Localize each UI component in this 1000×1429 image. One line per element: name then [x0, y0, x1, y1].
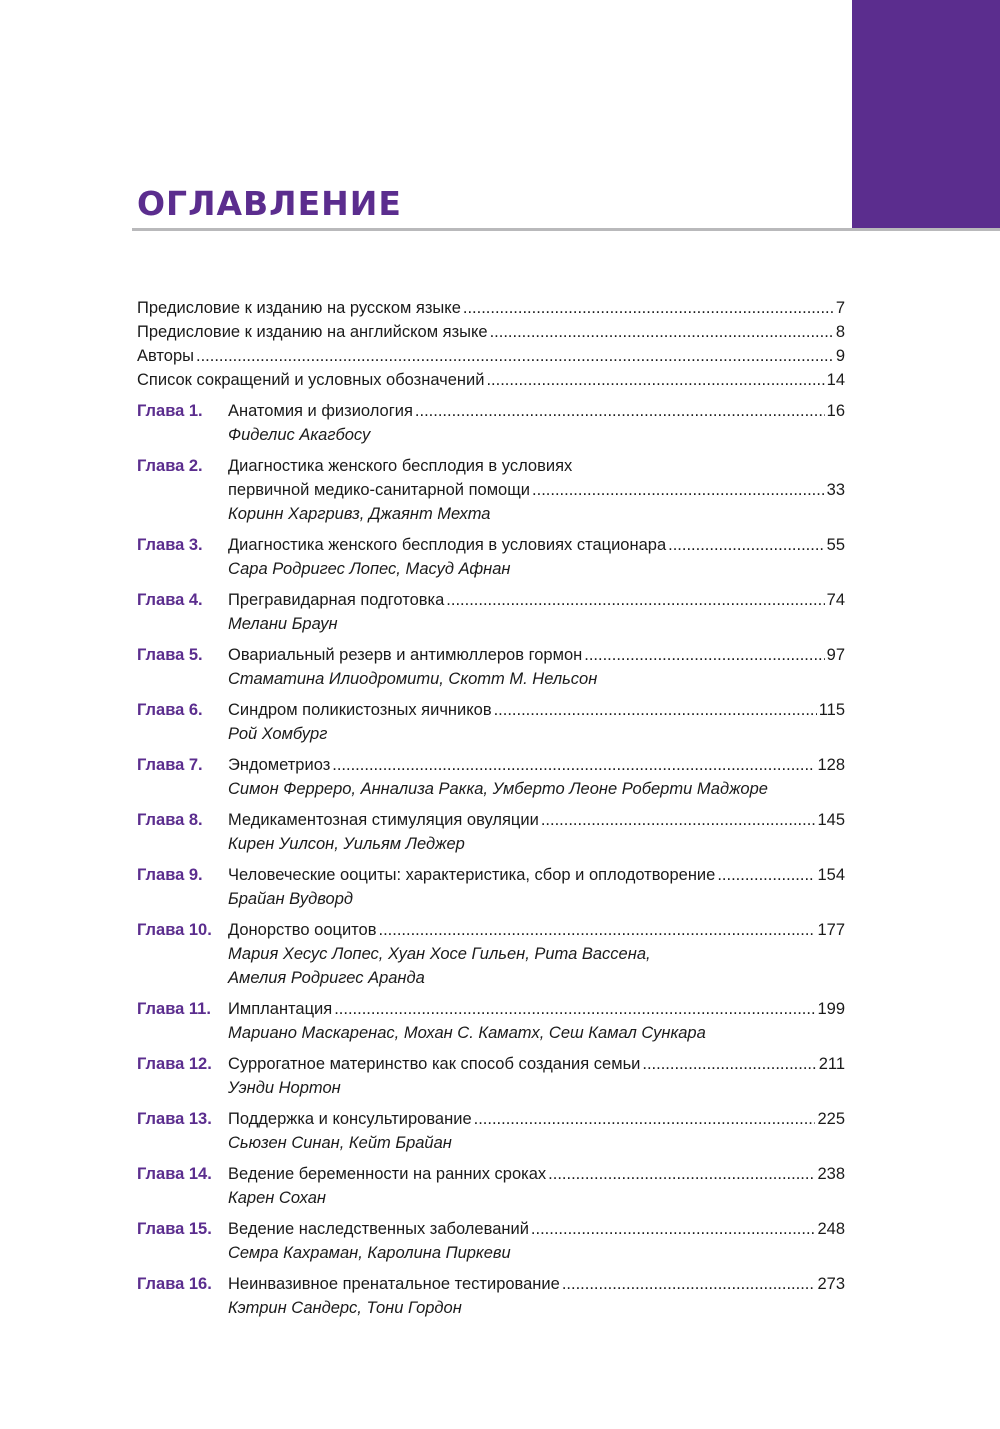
dot-leader	[196, 344, 834, 368]
chapter-authors: Сара Родригес Лопес, Масуд Афнан	[228, 560, 511, 578]
chapter-label: Глава 4.	[137, 591, 203, 609]
entry-title: Овариальный резерв и антимюллеров гормон	[228, 646, 583, 664]
chapter-title-line	[228, 1107, 845, 1131]
chapter-body	[228, 643, 845, 691]
chapter-authors: Мариано Маскаренас, Мохан С. Каматх, Сеш Камал Сункара	[228, 1024, 706, 1042]
chapter-title-line	[228, 399, 845, 423]
chapter-body	[228, 399, 845, 447]
chapter-entry	[137, 454, 845, 526]
entry-title: Предисловие к изданию на английском языке	[137, 323, 488, 341]
page-number: 238	[817, 1165, 845, 1183]
chapter-entry	[137, 698, 845, 746]
chapter-entry	[137, 1052, 845, 1100]
chapter-entry	[137, 1272, 845, 1320]
entry-title: Неинвазивное пренатальное тестирование	[228, 1275, 560, 1293]
dot-leader	[474, 1107, 816, 1131]
chapter-title-line	[228, 533, 845, 557]
chapter-body	[228, 588, 845, 636]
chapter-label: Глава 11.	[137, 1000, 211, 1018]
dot-leader	[378, 918, 815, 942]
page-number: 225	[817, 1110, 845, 1128]
entry-title: Авторы	[137, 347, 194, 365]
entry-title: Ведение наследственных заболеваний	[228, 1220, 529, 1238]
chapter-authors: Фиделис Акагбосу	[228, 426, 371, 444]
entry-title: Эндометриоз	[228, 756, 331, 774]
chapter-title-line	[228, 863, 845, 887]
chapter-body	[228, 533, 845, 581]
chapter-title-line	[228, 997, 845, 1021]
chapter-title-line	[228, 1162, 845, 1186]
title-underline	[132, 228, 1000, 231]
chapter-authors: Рой Хомбург	[228, 725, 328, 743]
chapter-label: Глава 7.	[137, 756, 203, 774]
entry-title: Медикаментозная стимуляция овуляции	[228, 811, 539, 829]
chapter-label: Глава 14.	[137, 1165, 212, 1183]
dot-leader	[332, 753, 815, 777]
table-of-contents	[137, 296, 845, 1320]
chapter-authors: Карен Сохан	[228, 1189, 326, 1207]
chapter-body	[228, 1217, 845, 1265]
dot-leader	[490, 320, 834, 344]
chapter-body	[228, 863, 845, 911]
dot-leader	[584, 643, 824, 667]
chapter-authors: Сьюзен Синан, Кейт Брайан	[228, 1134, 452, 1152]
dot-leader	[668, 533, 825, 557]
chapter-label: Глава 16.	[137, 1275, 212, 1293]
entry-title: Диагностика женского бесплодия в условиях стационара	[228, 536, 667, 554]
chapter-title-line	[228, 588, 845, 612]
chapter-body	[228, 1107, 845, 1155]
chapter-authors: Кирен Уилсон, Уильям Леджер	[228, 835, 465, 853]
page-number: 33	[826, 481, 845, 499]
page-number: 154	[817, 866, 845, 884]
entry-title: Донорство ооцитов	[228, 921, 377, 939]
chapter-authors: Стаматина Илиодромити, Скотт М. Нельсон	[228, 670, 598, 688]
dot-leader	[717, 863, 815, 887]
chapter-title-line	[228, 1217, 845, 1241]
dot-leader	[415, 399, 825, 423]
entry-title: Предисловие к изданию на русском языке	[137, 299, 461, 317]
chapter-authors: Коринн Харгривз, Джаянт Мехта	[228, 505, 491, 523]
dot-leader	[334, 997, 815, 1021]
dot-leader	[494, 698, 817, 722]
chapter-title-line	[228, 808, 845, 832]
chapter-body	[228, 918, 845, 990]
entry-title: Суррогатное материнство как способ создания семьи	[228, 1055, 641, 1073]
entry-title: Ведение беременности на ранних сроках	[228, 1165, 547, 1183]
chapter-label: Глава 1.	[137, 402, 203, 420]
dot-leader	[463, 296, 834, 320]
chapter-body	[228, 1272, 845, 1320]
chapter-entry	[137, 1162, 845, 1210]
chapter-label: Глава 6.	[137, 701, 203, 719]
entry-title: первичной медико-санитарной помощи	[228, 481, 531, 499]
chapter-authors: Амелия Родригес Аранда	[228, 969, 425, 987]
chapter-authors: Мария Хесус Лопес, Хуан Хосе Гильен, Рита Вассена,	[228, 945, 651, 963]
entry-title: Анатомия и физиология	[228, 402, 413, 420]
page-number: 177	[817, 921, 845, 939]
chapter-entry	[137, 399, 845, 447]
chapter-label: Глава 3.	[137, 536, 203, 554]
page-number: 211	[818, 1055, 845, 1073]
chapter-entry	[137, 588, 845, 636]
chapter-title-line	[228, 1272, 845, 1296]
chapter-authors: Мелани Браун	[228, 615, 338, 633]
chapter-title-line	[228, 698, 845, 722]
chapter-body	[228, 808, 845, 856]
page-number: 248	[817, 1220, 845, 1238]
page-number: 199	[817, 1000, 845, 1018]
chapter-body	[228, 997, 845, 1045]
chapter-label: Глава 2.	[137, 457, 203, 475]
entry-title: Имплантация	[228, 1000, 333, 1018]
chapter-label: Глава 13.	[137, 1110, 212, 1128]
page-number: 14	[826, 371, 845, 389]
page-number: 145	[817, 811, 845, 829]
chapter-entry	[137, 918, 845, 990]
corner-color-tab	[852, 0, 1000, 228]
chapter-entry	[137, 1107, 845, 1155]
toc-entry	[137, 368, 845, 392]
entry-title: Человеческие ооциты: характеристика, сбор и оплодотворение	[228, 866, 716, 884]
page-number: 74	[826, 591, 845, 609]
chapter-authors: Брайан Вудворд	[228, 890, 354, 908]
chapter-entry	[137, 808, 845, 856]
toc-entry	[137, 296, 845, 320]
page-number: 16	[826, 402, 845, 420]
chapter-label: Глава 15.	[137, 1220, 212, 1238]
page-number: 55	[826, 536, 845, 554]
chapter-title-line	[228, 643, 845, 667]
dot-leader	[446, 588, 824, 612]
chapter-title-line	[228, 1052, 845, 1076]
chapter-title-line	[228, 454, 845, 478]
dot-leader	[562, 1272, 816, 1296]
chapter-entry	[137, 753, 845, 801]
chapter-label: Глава 5.	[137, 646, 203, 664]
entry-title: Поддержка и консультирование	[228, 1110, 472, 1128]
chapter-label: Глава 10.	[137, 921, 212, 939]
entry-title: Список сокращений и условных обозначений	[137, 371, 485, 389]
chapter-entry	[137, 997, 845, 1045]
dot-leader	[642, 1052, 816, 1076]
page-number: 273	[817, 1275, 845, 1293]
chapter-title-line	[228, 478, 845, 502]
chapter-title-line	[228, 918, 845, 942]
dot-leader	[532, 478, 825, 502]
chapter-body	[228, 1052, 845, 1100]
dot-leader	[531, 1217, 816, 1241]
chapter-entry	[137, 643, 845, 691]
dot-leader	[548, 1162, 815, 1186]
entry-title: Синдром поликистозных яичников	[228, 701, 492, 719]
page-number: 9	[835, 347, 845, 365]
chapter-label: Глава 9.	[137, 866, 203, 884]
entry-title: Прегравидарная подготовка	[228, 591, 445, 609]
chapter-entry	[137, 533, 845, 581]
chapter-authors: Уэнди Нортон	[228, 1079, 341, 1097]
chapter-body	[228, 454, 845, 526]
chapter-body	[228, 698, 845, 746]
page-number: 8	[835, 323, 845, 341]
chapter-body	[228, 1162, 845, 1210]
chapter-title: Диагностика женского бесплодия в условиях	[228, 457, 573, 475]
chapter-title-line	[228, 753, 845, 777]
page-number: 115	[818, 701, 845, 719]
toc-entry	[137, 320, 845, 344]
toc-entry	[137, 344, 845, 368]
chapter-authors: Симон Ферреро, Аннализа Ракка, Умберто Леоне Роберти Маджоре	[228, 780, 768, 798]
page-title: ОГЛАВЛЕНИЕ	[137, 184, 402, 223]
dot-leader	[541, 808, 816, 832]
chapter-label: Глава 12.	[137, 1055, 212, 1073]
chapter-entry	[137, 863, 845, 911]
chapter-body	[228, 753, 845, 801]
page-number: 7	[835, 299, 845, 317]
dot-leader	[486, 368, 824, 392]
chapter-authors: Семра Кахраман, Каролина Пиркеви	[228, 1244, 511, 1262]
chapter-entry	[137, 1217, 845, 1265]
chapter-label: Глава 8.	[137, 811, 203, 829]
chapter-authors: Кэтрин Сандерс, Тони Гордон	[228, 1299, 462, 1317]
page-number: 128	[817, 756, 845, 774]
page-number: 97	[826, 646, 845, 664]
